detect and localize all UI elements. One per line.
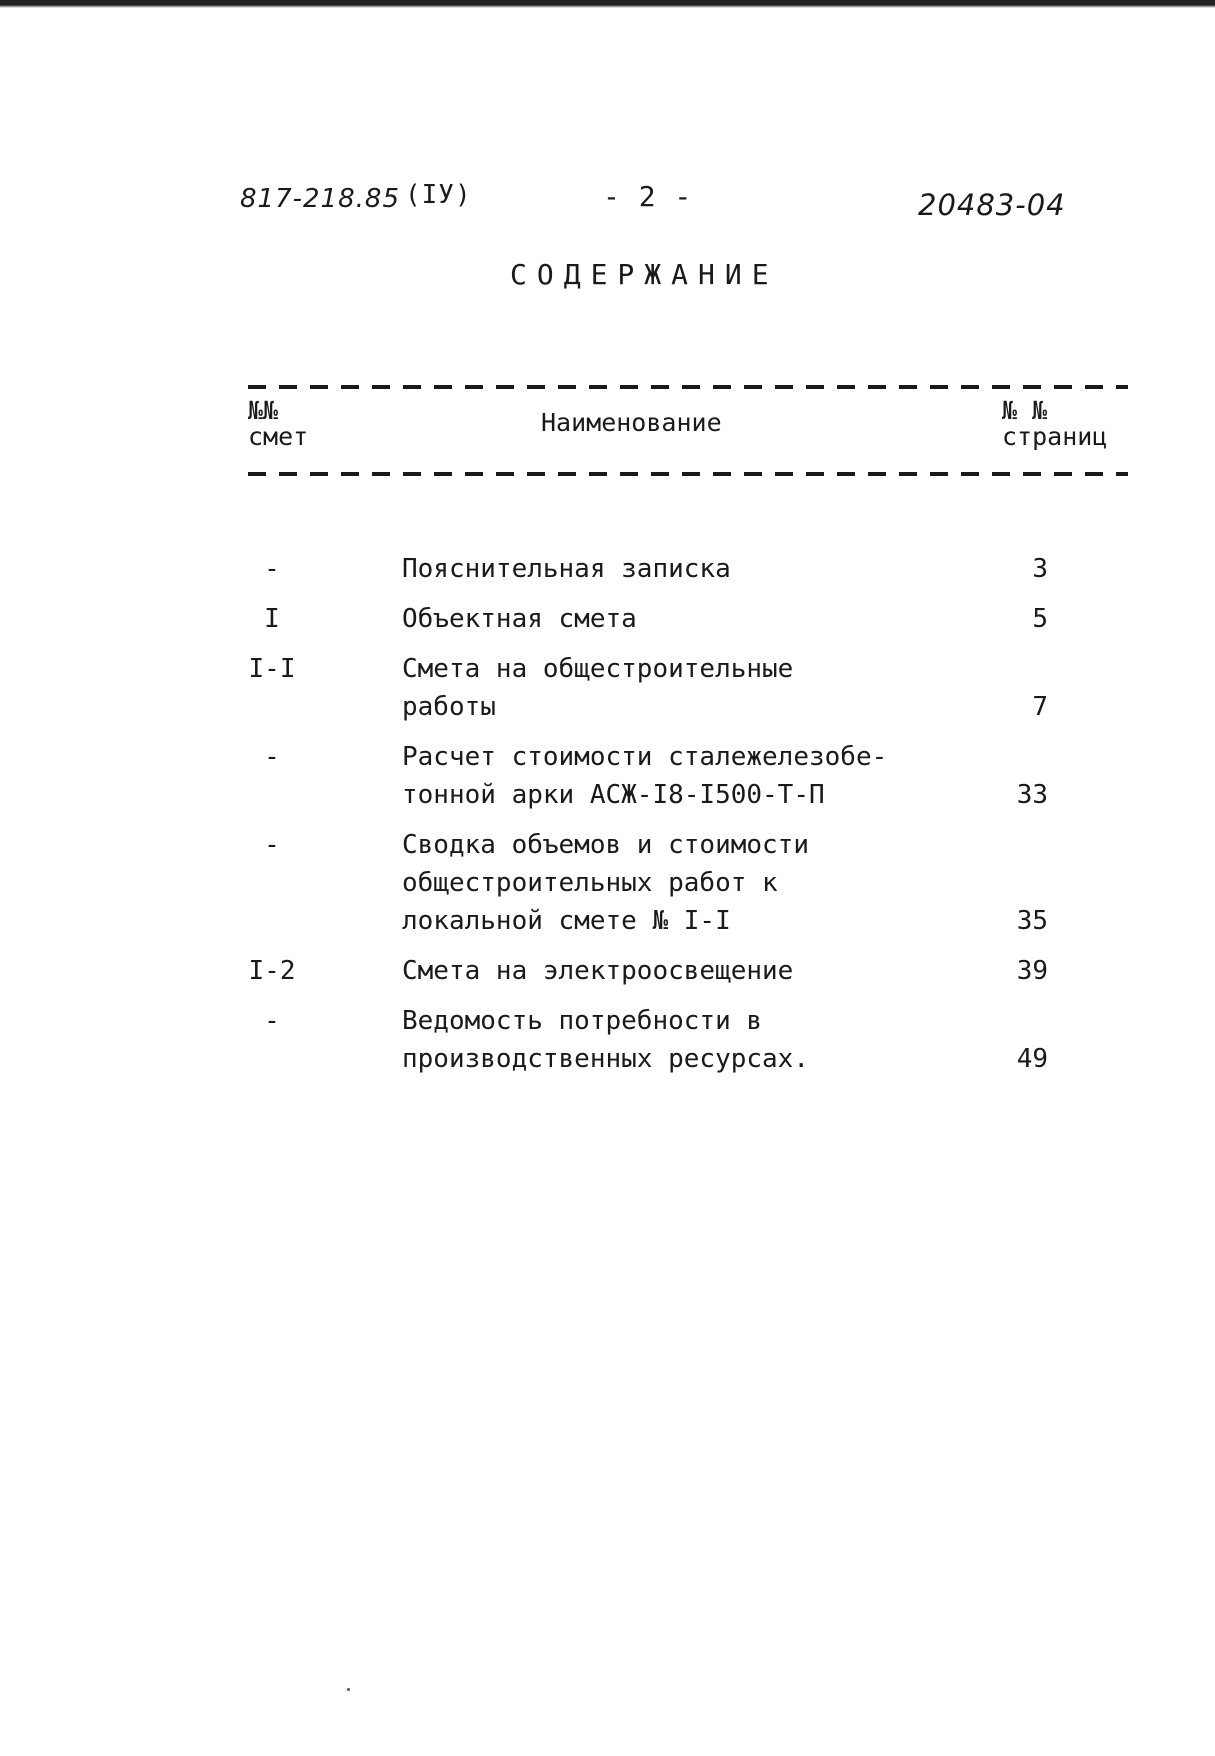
column-header-page-number-line2: страниц bbox=[1002, 422, 1108, 451]
top-border-line bbox=[0, 0, 1215, 8]
column-header-estimate-number-line1: №№ bbox=[248, 396, 279, 425]
page-ref: 7 bbox=[1032, 692, 1048, 722]
item-name bbox=[402, 600, 922, 638]
column-header-name: Наименование bbox=[541, 408, 722, 437]
estimate-number: I-2 bbox=[248, 956, 296, 986]
item-name bbox=[402, 1002, 922, 1078]
table-top-rule bbox=[248, 385, 1128, 389]
item-name bbox=[402, 952, 922, 990]
column-header-page-number-line1: № № bbox=[1002, 396, 1048, 425]
item-name-line: Пояснительная записка bbox=[402, 554, 731, 584]
item-name bbox=[402, 826, 922, 940]
scan-speck bbox=[347, 1688, 350, 1691]
document-code: 817-218.85 bbox=[240, 184, 400, 214]
item-name bbox=[402, 650, 922, 726]
item-name-line: общестроительных работ к bbox=[402, 868, 778, 898]
item-name-line: Ведомость потребности в bbox=[402, 1006, 763, 1036]
contents-list bbox=[0, 550, 1215, 1090]
column-header-page-number bbox=[1002, 398, 1107, 450]
reference-number: 20483-04 bbox=[918, 188, 1066, 222]
item-name bbox=[402, 738, 922, 814]
item-name-line: локальной смете № I-I bbox=[402, 906, 731, 936]
page-ref: 5 bbox=[1032, 604, 1048, 634]
page-ref: 35 bbox=[1016, 906, 1048, 936]
item-name-line: Смета на электроосвещение bbox=[402, 956, 794, 986]
item-name-line: Объектная смета bbox=[402, 604, 637, 634]
contents-row bbox=[0, 952, 1215, 990]
item-name bbox=[402, 550, 922, 588]
column-header-estimate-number-line2: смет bbox=[248, 422, 309, 451]
item-name-line: Сводка объемов и стоимости bbox=[402, 830, 809, 860]
page-ref: 33 bbox=[1016, 780, 1048, 810]
table-header-rule bbox=[248, 472, 1128, 476]
contents-row bbox=[0, 826, 1215, 940]
contents-row bbox=[0, 1002, 1215, 1078]
page-ref: 3 bbox=[1032, 554, 1048, 584]
item-name-line: Расчет стоимости сталежелезобе- bbox=[402, 742, 888, 772]
contents-row bbox=[0, 738, 1215, 814]
item-name-line: Смета на общестроительные bbox=[402, 654, 794, 684]
column-header-estimate-number bbox=[248, 398, 308, 450]
item-name-line: тонной арки АСЖ-I8-I500-Т-П bbox=[402, 780, 825, 810]
estimate-number: - bbox=[264, 742, 280, 772]
page-ref: 39 bbox=[1016, 956, 1048, 986]
estimate-number: - bbox=[264, 554, 280, 584]
contents-row bbox=[0, 600, 1215, 638]
item-name-line: производственных ресурсах. bbox=[402, 1044, 809, 1074]
estimate-number: I-I bbox=[248, 654, 296, 684]
page-ref: 49 bbox=[1016, 1044, 1048, 1074]
contents-row bbox=[0, 550, 1215, 588]
estimate-number: - bbox=[264, 830, 280, 860]
page-title: СОДЕРЖАНИЕ bbox=[510, 258, 779, 291]
estimate-number: - bbox=[264, 1006, 280, 1036]
edition-label: (IУ) bbox=[405, 180, 472, 210]
contents-row bbox=[0, 650, 1215, 726]
estimate-number: I bbox=[264, 604, 280, 634]
item-name-line: работы bbox=[402, 692, 496, 722]
page-number: - 2 - bbox=[603, 180, 693, 213]
